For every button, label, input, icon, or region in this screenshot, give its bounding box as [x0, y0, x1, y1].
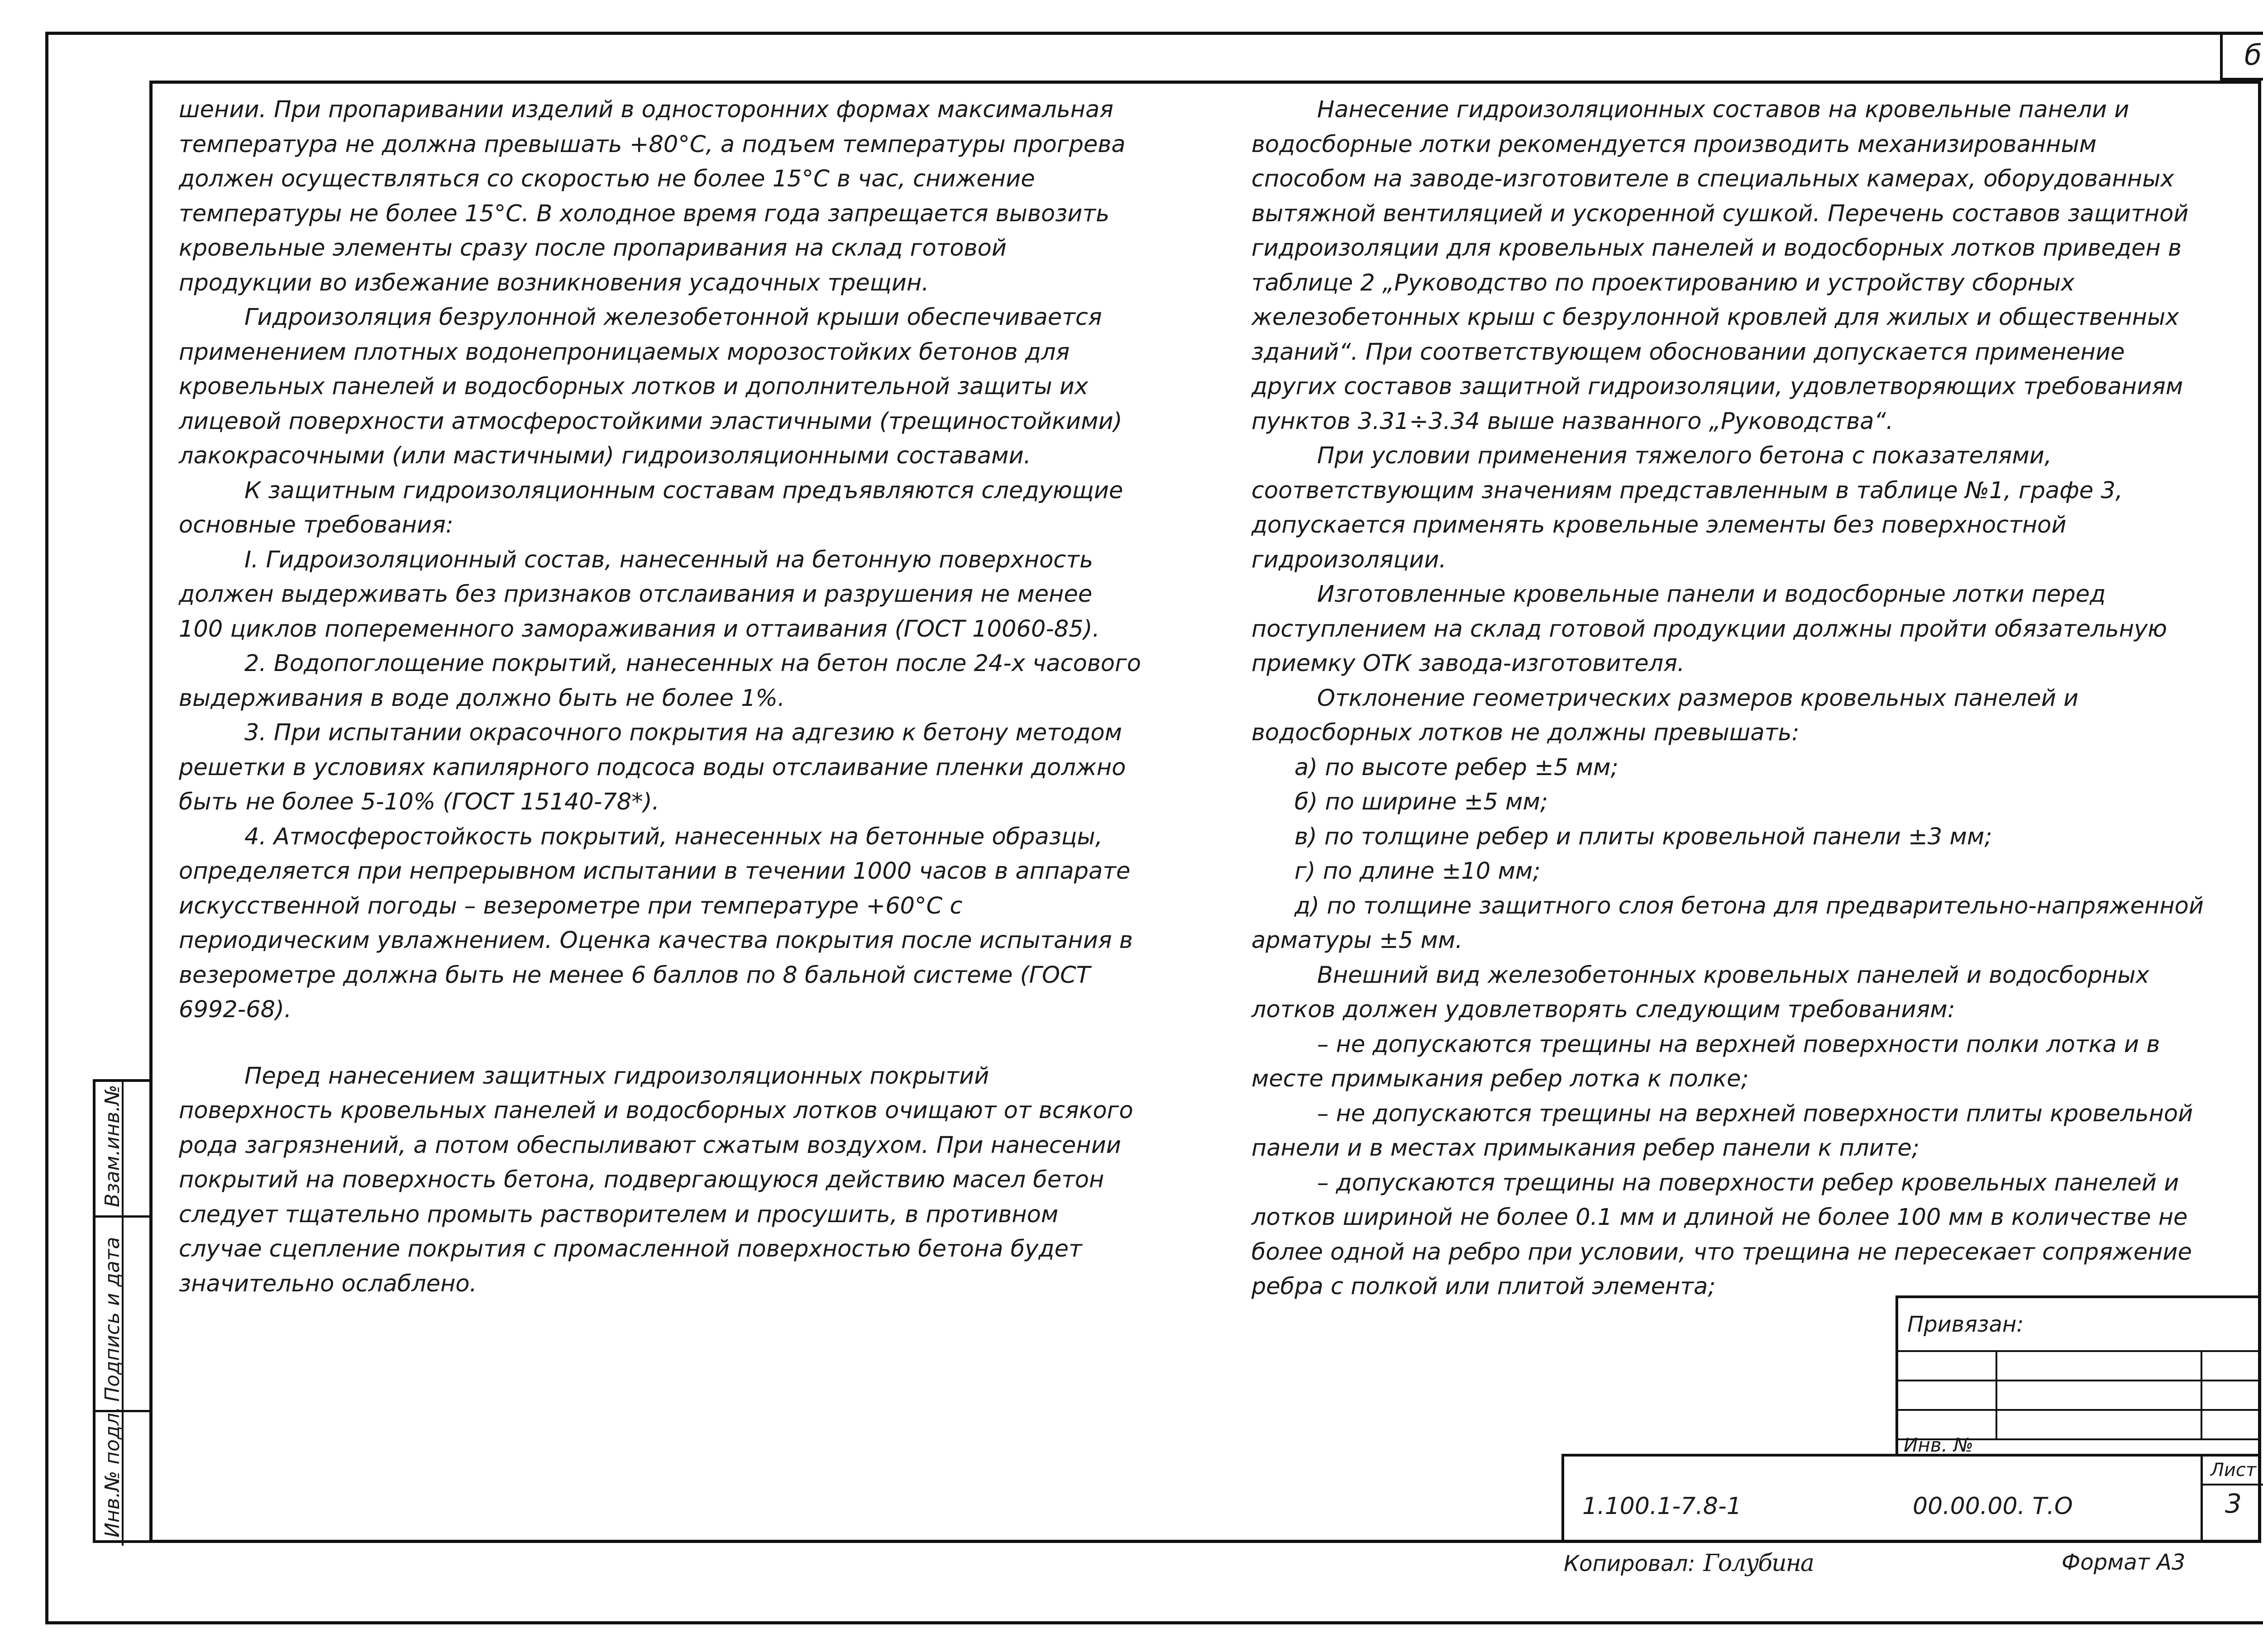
left-paragraph: Гидроизоляция безрулонной железобетонной крыши обеспечивается применением плотных водонепроницаемых морозостойких бетонов для кровельных панелей и водосборных лотков и дополнительной защиты их лицевой поверхности атмосферостойкими эластичными (трещиностойкими) лакокрасочными (или мастичными) гидроизоляционными составами.: [179, 304, 1122, 469]
right-dash-item: – не допускаются трещины на верхней поверхности плиты кровельной панели и в местах примыкания ребер панели к плите;: [1251, 1100, 2193, 1162]
right-paragraph: При условии применения тяжелого бетона с показателями, соответствующим значениям представленным в таблице №1, графе 3, допускается применять кровельные элементы без поверхностной гидроизоляции.: [1251, 443, 2123, 573]
right-dash-item: – не допускаются трещины на верхней поверхности полки лотка и в месте примыкания ребер лотка к полке;: [1251, 1031, 2160, 1092]
left-paragraph: шении. При пропаривании изделий в односторонних формах максимальная температура не должна превышать +80°С, а подъем температуры прогрева должен осуществляться со скоростью не более 15°С в час, снижение температуры не более 15°С. В холодное время года запрещается вывозить кровельные элементы сразу после пропаривания на склад готовой продукции во избежание возникновения усадочных трещин.: [179, 96, 1126, 296]
stamp-cell-podpis: [95, 1218, 149, 1412]
right-list-item: б) по ширине ±5 мм;: [1294, 789, 1548, 815]
stamp-cell-vzam: [95, 1082, 149, 1218]
right-list-item: г) по длине ±10 мм;: [1294, 858, 1541, 885]
title-block-line: [1898, 1409, 2261, 1411]
sheet-number-cell: [2201, 1457, 2263, 1543]
left-paragraph: I. Гидроизоляционный состав, нанесенный на бетонную поверхность должен выдерживать без признаков отслаивания и разрушения не менее 100 циклов попеременного замораживания и оттаивания (ГОСТ 10060-85).: [179, 546, 1100, 643]
right-paragraph: Нанесение гидроизоляционных составов на кровельные панели и водосборные лотки рекомендуется производить механизированным способом на заводе-изготовителе в специальных камерах, оборудованных вытяжной вентиляцией и ускоренной сушкой. Перечень составов защитной гидроизоляции для кровельных панелей и водосборных лотков приведен в таблице 2 „Руководство по проектированию и устройству сборных железобетонных крыш с безрулонной кровлей для жилых и общественных зданий“. При соответствующем обосновании допускается применение других составов защитной гидроизоляции, удовлетворяющих требованиям пунктов 3.31÷3.34 выше названного „Руководства“.: [1251, 96, 2189, 435]
privyazan-label: Привязан:: [1907, 1312, 2024, 1337]
stamp-split: [122, 1218, 124, 1410]
right-paragraph: Внешний вид железобетонных кровельных панелей и водосборных лотков должен удовлетворять следующим требованиям:: [1251, 962, 2149, 1023]
sheet-number: 3: [2225, 1488, 2242, 1519]
stamp-split: [122, 1412, 124, 1546]
stamp-split: [122, 1082, 124, 1215]
title-block-line: [1898, 1350, 2261, 1352]
right-list-item: д) по толщине защитного слоя бетона для предварительно-напряженной арматуры ±5 мм.: [1251, 892, 2204, 954]
copied-signature: Голубина: [1703, 1550, 1814, 1577]
title-block-divider: [1996, 1350, 1997, 1438]
right-list-item: в) по толщине ребер и плиты кровельной панели ±3 мм;: [1294, 823, 1992, 850]
left-paragraph: Перед нанесением защитных гидроизоляционных покрытий поверхность кровельных панелей и водосборных лотков очищают от всякого рода загрязнений, а потом обеспыливают сжатым воздухом. При нанесении покрытий на поверхность бетона, подвергающуюся действию масел бетон следует тщательно промыть растворителем и просушить, в противном случае сцепление покрытия с промасленной поверхностью бетона будет значительно ослаблено.: [179, 1062, 1133, 1297]
stamp-label-inv: Инв.№ подл.: [101, 1406, 124, 1538]
right-text-column: [1251, 93, 2215, 1304]
stamp-label-podpis: Подпись и дата: [101, 1237, 124, 1402]
right-list-item: а) по высоте ребер ±5 мм;: [1294, 754, 1618, 781]
inv-no-label: Инв. №: [1904, 1434, 1974, 1456]
left-paragraph: К защитным гидроизоляционным составам предъявляются следующие основные требования:: [179, 477, 1123, 538]
sheet-corner-number: [2220, 32, 2263, 81]
sheet-format: Формат А3: [2062, 1550, 2186, 1575]
document-designation: 00.00.00. Т.О: [1913, 1493, 2073, 1520]
sheet-label: Лист: [2203, 1457, 2263, 1485]
copied-by: [1564, 1550, 1814, 1577]
right-paragraph: Отклонение геометрических размеров кровельных панелей и водосборных лотков не должны превышать:: [1251, 685, 2079, 746]
left-text-column: [179, 93, 1143, 1301]
right-paragraph: Изготовленные кровельные панели и водосборные лотки перед поступлением на склад готовой продукции должны пройти обязательную приемку ОТК завода-изготовителя.: [1251, 581, 2168, 677]
copied-label: Копировал:: [1564, 1551, 1695, 1576]
title-block-upper: [1895, 1295, 2261, 1454]
side-stamp: [93, 1079, 149, 1543]
document-code: 1.100.1-7.8-1: [1582, 1493, 1742, 1520]
title-block-divider: [2201, 1350, 2202, 1438]
left-paragraph: 2. Водопоглощение покрытий, нанесенных на бетон после 24-х часового выдерживания в воде должно быть не более 1%.: [179, 650, 1141, 712]
stamp-cell-inv: [95, 1406, 149, 1546]
corner-number-text: б: [2244, 38, 2262, 71]
paragraph-gap: [179, 1028, 1143, 1059]
stamp-label-vzam: Взам.инв.№: [101, 1085, 124, 1207]
right-dash-item: – допускаются трещины на поверхности ребер кровельных панелей и лотков шириной не более 0.1 мм и длиной не более 100 мм в количестве не более одной на ребро при условии, что трещина не пересекает сопряжение ребра с полкой или плитой элемента;: [1251, 1169, 2192, 1300]
left-paragraph: 4. Атмосферостойкость покрытий, нанесенных на бетонные образцы, определяется при непрерывном испытании в течении 1000 часов в аппарате искусственной погоды – везерометре при температуре +60°С с периодическим увлажнением. Оценка качества покрытия после испытания в везерометре должна быть не менее 6 баллов по 8 бальной системе (ГОСТ 6992-68).: [179, 823, 1133, 1023]
title-block-main: [1561, 1454, 2261, 1543]
left-paragraph: 3. При испытании окрасочного покрытия на адгезию к бетону методом решетки в условиях капилярного подсоса воды отслаивание пленки должно быть не более 5-10% (ГОСТ 15140-78*).: [179, 719, 1126, 815]
title-block-line: [1898, 1380, 2261, 1381]
